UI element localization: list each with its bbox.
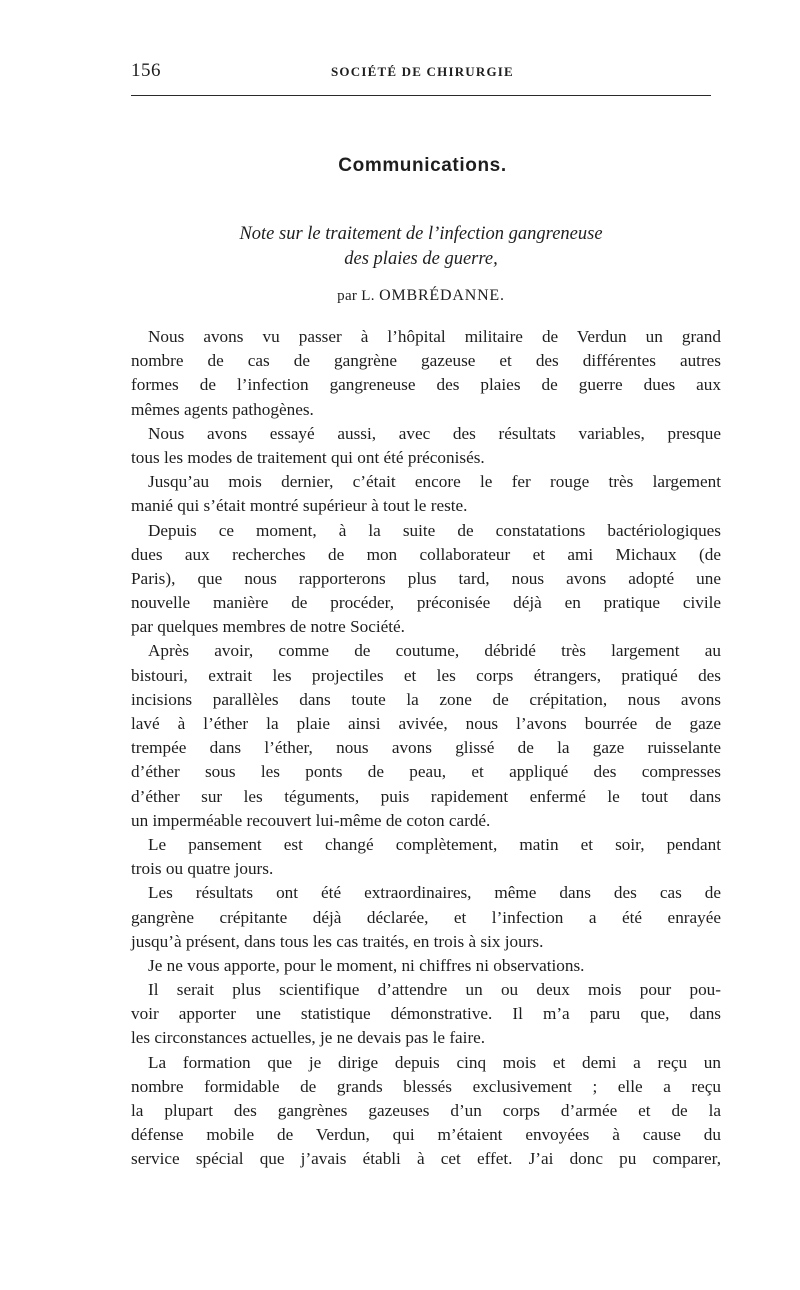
text-line: incisions parallèles dans toute la zone de crépitation, nous avons <box>131 689 721 709</box>
text-line: Le pansement est changé complètement, matin et soir, pendant <box>148 834 721 854</box>
text-line: d’éther sur les téguments, puis rapidement enfermé le tout dans <box>131 786 721 806</box>
header-rule <box>131 95 711 96</box>
author-name: OMBRÉDANNE. <box>379 287 505 304</box>
article-title-line: des plaies de guerre, <box>344 249 498 269</box>
text-line: mêmes agents pathogènes. <box>131 399 314 419</box>
author-prefix: par L. <box>337 288 375 304</box>
text-line: Paris), que nous rapporterons plus tard, nous avons adopté une <box>131 568 721 588</box>
text-line: Après avoir, comme de coutume, débridé très largement au <box>148 641 721 661</box>
running-head <box>131 58 711 86</box>
page-number: 156 <box>131 60 161 81</box>
text-line: nouvelle manière de procéder, préconisée déjà en pratique civile <box>131 593 721 613</box>
text-line: Il serait plus scientifique d’attendre un ou deux mois pour pou- <box>148 980 721 1000</box>
text-line: jusqu’à présent, dans tous les cas traités, en trois à six jours. <box>131 931 544 951</box>
text-line: voir apporter une statistique démonstrative. Il m’a paru que, dans <box>131 1004 721 1024</box>
text-line: la plupart des gangrènes gazeuses d’un corps d’armée et de la <box>131 1101 721 1120</box>
text-line: service spécial que j’avais établi à cet effet. J’ai donc pu comparer, <box>131 1149 721 1169</box>
article-title <box>131 222 711 272</box>
text-line: Jusqu’au mois dernier, c’était encore le fer rouge très largement <box>148 472 721 492</box>
body-text <box>131 325 721 1172</box>
text-line: formes de l’infection gangreneuse des plaies de guerre dues aux <box>131 375 721 395</box>
text-line: gangrène crépitante déjà déclarée, et l’infection a été enrayée <box>131 907 721 927</box>
author-line <box>131 287 711 305</box>
text-line: nombre de cas de gangrène gazeuse et des différentes autres <box>131 351 721 371</box>
text-line: Nous avons essayé aussi, avec des résultats variables, presque <box>148 423 721 443</box>
text-line: La formation que je dirige depuis cinq mois et demi a reçu un <box>148 1052 721 1072</box>
text-line: manié qui s’était montré supérieur à tout le reste. <box>131 496 468 516</box>
text-line: un imperméable recouvert lui-même de coton cardé. <box>131 810 491 830</box>
text-line: tous les modes de traitement qui ont été préconisés. <box>131 447 485 467</box>
text-line: Depuis ce moment, à la suite de constatations bactériologiques <box>148 520 721 540</box>
text-line: d’éther sous les ponts de peau, et appliqué des compresses <box>131 762 721 782</box>
text-line: Nous avons vu passer à l’hôpital militaire de Verdun un grand <box>148 327 721 346</box>
text-line: Je ne vous apporte, pour le moment, ni chiffres ni observations. <box>148 955 585 975</box>
text-line: dues aux recherches de mon collaborateur et ami Michaux (de <box>131 544 721 564</box>
text-line: trempée dans l’éther, nous avons glissé de la gaze ruisselante <box>131 738 721 758</box>
text-line: par quelques membres de notre Société. <box>131 617 405 637</box>
text-line: défense mobile de Verdun, qui m’étaient envoyées à cause du <box>131 1125 721 1145</box>
text-line: nombre formidable de grands blessés exclusivement ; elle a reçu <box>131 1076 721 1096</box>
text-line: trois ou quatre jours. <box>131 859 274 879</box>
text-line: bistouri, extrait les projectiles et les corps étrangers, pratiqué des <box>131 665 721 685</box>
text-line: lavé à l’éther la plaie ainsi avivée, nous l’avons bourrée de gaze <box>131 714 721 733</box>
journal-title: SOCIÉTÉ DE CHIRURGIE <box>331 64 514 79</box>
article-title-line: Note sur le traitement de l’infection gangreneuse <box>239 224 603 244</box>
text-line: les circonstances actuelles, je ne devais pas le faire. <box>131 1028 486 1048</box>
section-title: Communications. <box>338 155 507 176</box>
text-line: Les résultats ont été extraordinaires, même dans des cas de <box>148 883 721 903</box>
